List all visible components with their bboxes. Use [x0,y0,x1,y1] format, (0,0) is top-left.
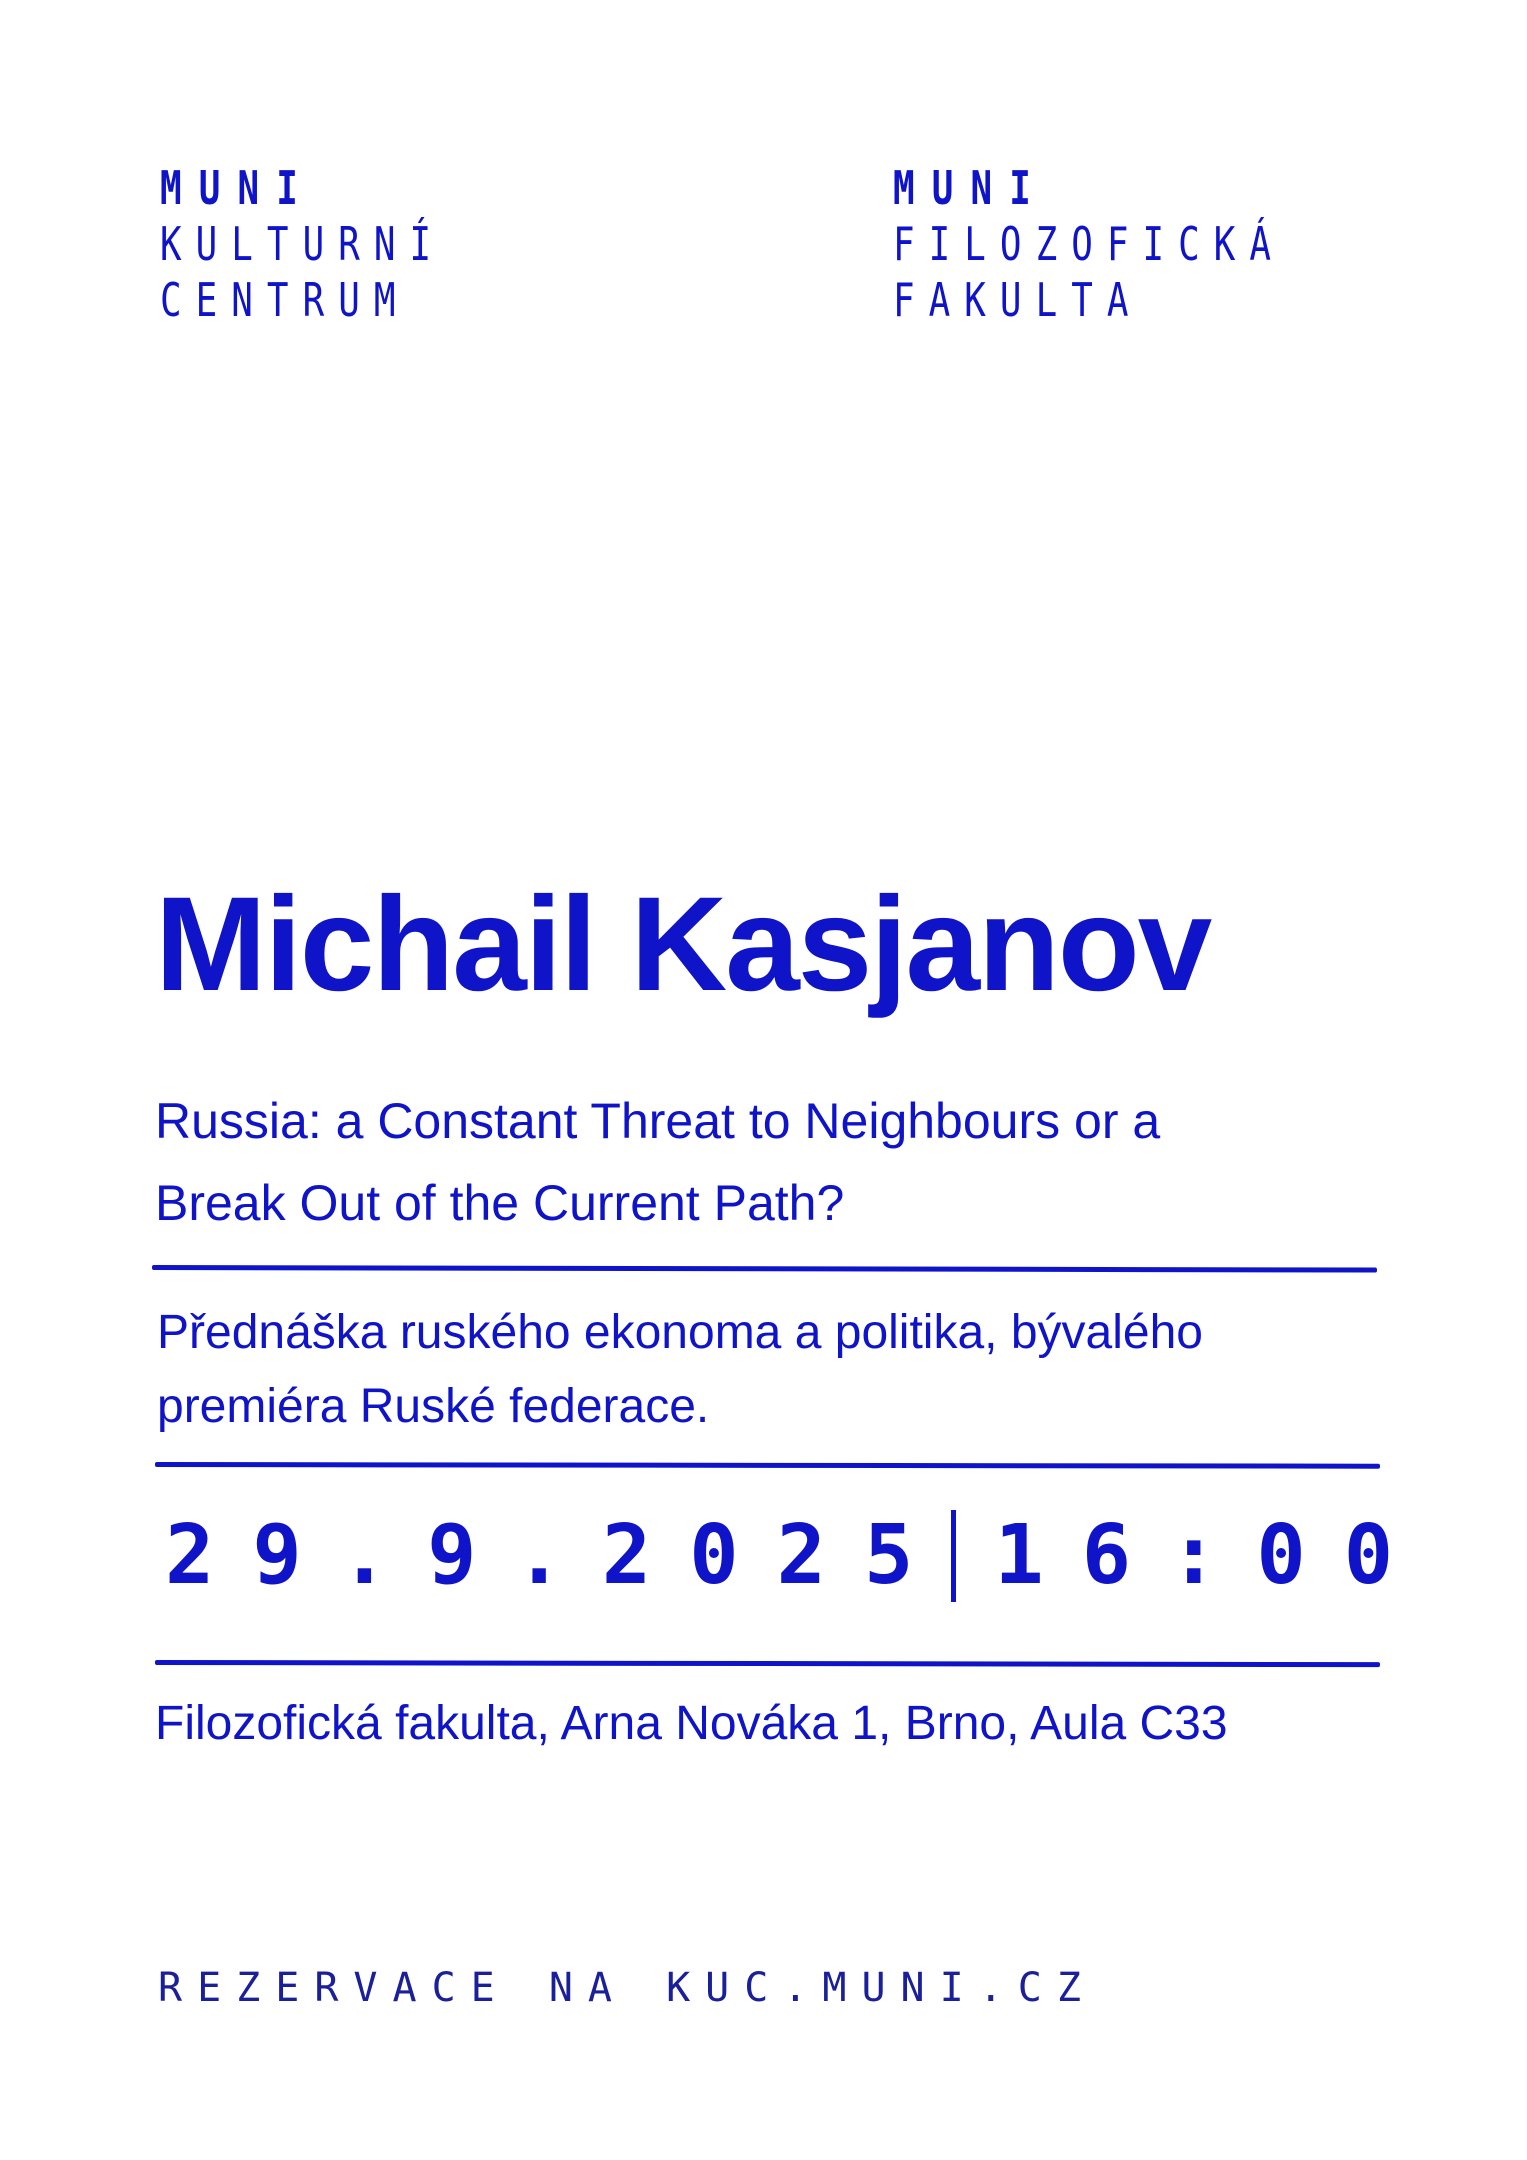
event-datetime [165,1510,1431,1602]
description-line-1: Přednáška ruského ekonoma a politika, bývalého [157,1306,1203,1359]
logo-filozoficka-fakulta [893,160,1396,328]
description-line-2: premiéra Ruské federace. [157,1380,710,1433]
logo-line-2: CENTRUM [160,273,410,327]
logo-brand: MUNI [893,161,1049,215]
date-time-separator [951,1510,956,1602]
divider-2 [155,1462,1380,1469]
logo-line-1: KULTURNÍ [160,217,446,271]
lecture-description [157,1296,1407,1444]
event-time: 16:00 [994,1508,1432,1603]
divider-1 [152,1265,1377,1273]
event-date: 29.9.2025 [165,1508,952,1603]
lecture-title [155,1080,1405,1244]
lecture-title-line-2: Break Out of the Current Path? [155,1175,845,1231]
logo-line-2: FAKULTA [893,273,1143,327]
logo-kulturni-centrum [160,160,526,328]
reservation-info: REZERVACE NA KUC.MUNI.CZ [158,1965,1096,2011]
lecture-title-line-1: Russia: a Constant Threat to Neighbours or a [155,1093,1161,1149]
logo-line-1: FILOZOFICKÁ [893,217,1286,271]
logo-brand: MUNI [160,161,316,215]
event-venue: Filozofická fakulta, Arna Nováka 1, Brno, Aula C33 [155,1697,1228,1750]
speaker-name: Michail Kasjanov [155,870,1211,1019]
divider-3 [155,1660,1380,1667]
